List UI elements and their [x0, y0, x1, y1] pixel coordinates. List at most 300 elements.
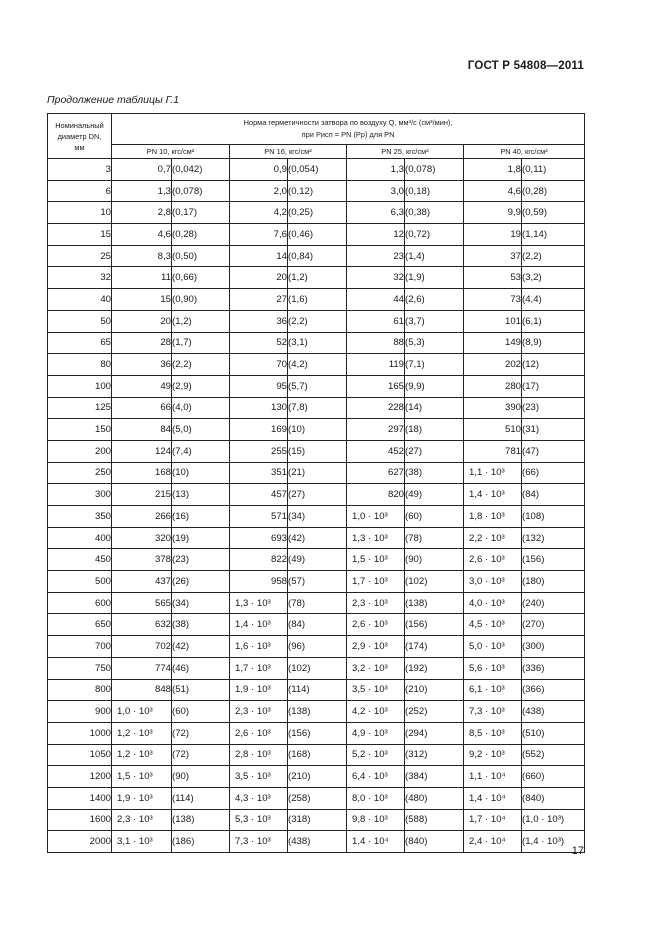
q-value-cm3min: (9,9) [405, 375, 464, 397]
q-value-mm3s: 4,6 [464, 180, 522, 202]
q-value-mm3s: 168 [112, 462, 172, 484]
table-row [48, 419, 585, 441]
table-row [48, 831, 585, 853]
q-value-cm3min: (21) [288, 462, 347, 484]
q-value-cm3min: (57) [288, 571, 347, 593]
q-value-mm3s: 2,9 · 10³ [347, 636, 405, 658]
q-value-mm3s: 3,0 · 10³ [464, 571, 522, 593]
dn-cell: 65 [48, 332, 112, 354]
q-value-mm3s: 8,3 [112, 245, 172, 267]
q-value-mm3s: 1,2 · 10³ [112, 722, 172, 744]
q-value-cm3min: (15) [288, 440, 347, 462]
q-value-mm3s: 73 [464, 289, 522, 311]
q-value-mm3s: 571 [230, 506, 288, 528]
q-value-cm3min: (60) [405, 506, 464, 528]
q-value-cm3min: (78) [405, 527, 464, 549]
q-value-mm3s: 4,0 · 10³ [464, 592, 522, 614]
q-value-cm3min: (78) [288, 592, 347, 614]
q-value-cm3min: (7,8) [288, 397, 347, 419]
table-row [48, 722, 585, 744]
q-value-mm3s: 4,6 [112, 224, 172, 246]
column-header-pn25: PN 25, кгс/см² [347, 145, 464, 159]
table-row [48, 549, 585, 571]
q-value-mm3s: 1,8 · 10³ [464, 506, 522, 528]
q-value-cm3min: (660) [522, 766, 585, 788]
q-value-mm3s: 0,7 [112, 159, 172, 181]
table-caption: Продолжение таблицы Г.1 [47, 94, 180, 106]
dn-cell: 750 [48, 657, 112, 679]
q-value-mm3s: 693 [230, 527, 288, 549]
q-value-mm3s: 2,8 [112, 202, 172, 224]
q-value-mm3s: 119 [347, 354, 405, 376]
table-row [48, 614, 585, 636]
q-value-mm3s: 1,7 · 10³ [230, 657, 288, 679]
q-value-cm3min: (114) [288, 679, 347, 701]
q-value-cm3min: (318) [288, 809, 347, 831]
q-value-cm3min: (12) [522, 354, 585, 376]
q-value-cm3min: (4,0) [172, 397, 230, 419]
q-value-mm3s: 95 [230, 375, 288, 397]
q-value-cm3min: (1,7) [172, 332, 230, 354]
q-value-cm3min: (1,2) [172, 310, 230, 332]
q-value-mm3s: 3,5 · 10³ [230, 766, 288, 788]
q-value-cm3min: (49) [405, 484, 464, 506]
q-value-cm3min: (42) [172, 636, 230, 658]
q-value-mm3s: 1,3 [347, 159, 405, 181]
q-value-mm3s: 437 [112, 571, 172, 593]
q-value-mm3s: 2,3 · 10³ [347, 592, 405, 614]
q-value-mm3s: 20 [230, 267, 288, 289]
q-value-mm3s: 2,6 · 10³ [347, 614, 405, 636]
q-value-cm3min: (294) [405, 722, 464, 744]
q-value-cm3min: (1,6) [288, 289, 347, 311]
q-value-mm3s: 6,3 [347, 202, 405, 224]
q-value-mm3s: 7,6 [230, 224, 288, 246]
dn-cell: 25 [48, 245, 112, 267]
q-value-cm3min: (0,66) [172, 267, 230, 289]
q-value-mm3s: 124 [112, 440, 172, 462]
q-value-mm3s: 11 [112, 267, 172, 289]
q-value-cm3min: (270) [522, 614, 585, 636]
q-value-cm3min: (258) [288, 787, 347, 809]
q-value-cm3min: (8,9) [522, 332, 585, 354]
q-value-cm3min: (252) [405, 701, 464, 723]
q-value-cm3min: (96) [288, 636, 347, 658]
q-value-mm3s: 2,3 · 10³ [112, 809, 172, 831]
q-value-mm3s: 2,2 · 10³ [464, 527, 522, 549]
q-value-cm3min: (60) [172, 701, 230, 723]
table-row [48, 180, 585, 202]
table-row [48, 636, 585, 658]
table-row [48, 267, 585, 289]
q-value-mm3s: 1,0 · 10³ [112, 701, 172, 723]
q-value-mm3s: 165 [347, 375, 405, 397]
q-value-cm3min: (2,6) [405, 289, 464, 311]
q-value-cm3min: (0,46) [288, 224, 347, 246]
q-value-mm3s: 169 [230, 419, 288, 441]
q-value-cm3min: (840) [405, 831, 464, 853]
q-value-cm3min: (7,1) [405, 354, 464, 376]
dn-cell: 15 [48, 224, 112, 246]
document-id: ГОСТ Р 54808—2011 [467, 60, 584, 72]
q-value-cm3min: (0,042) [172, 159, 230, 181]
q-value-cm3min: (0,054) [288, 159, 347, 181]
table-row [48, 332, 585, 354]
q-value-mm3s: 9,9 [464, 202, 522, 224]
q-value-cm3min: (1,4 · 10³) [522, 831, 585, 853]
q-value-cm3min: (3,2) [522, 267, 585, 289]
q-value-cm3min: (0,18) [405, 180, 464, 202]
q-value-mm3s: 2,0 [230, 180, 288, 202]
q-value-cm3min: (34) [172, 592, 230, 614]
q-value-cm3min: (192) [405, 657, 464, 679]
q-value-mm3s: 36 [230, 310, 288, 332]
q-value-cm3min: (0,72) [405, 224, 464, 246]
q-value-cm3min: (19) [172, 527, 230, 549]
q-value-cm3min: (384) [405, 766, 464, 788]
q-value-mm3s: 12 [347, 224, 405, 246]
leakage-norm-header-line: Норма герметичности затвора по воздуху Q, мм³/с (см³/мин), [243, 118, 453, 127]
table-row [48, 440, 585, 462]
q-value-mm3s: 820 [347, 484, 405, 506]
q-value-mm3s: 9,8 · 10³ [347, 809, 405, 831]
leakage-norm-header [112, 114, 585, 145]
q-value-mm3s: 130 [230, 397, 288, 419]
dn-cell: 300 [48, 484, 112, 506]
table-row [48, 289, 585, 311]
dn-header-line: диаметр DN, [57, 131, 102, 141]
q-value-cm3min: (438) [522, 701, 585, 723]
q-value-mm3s: 6,4 · 10³ [347, 766, 405, 788]
q-value-mm3s: 8,5 · 10³ [464, 722, 522, 744]
q-value-mm3s: 4,5 · 10³ [464, 614, 522, 636]
q-value-cm3min: (49) [288, 549, 347, 571]
q-value-cm3min: (0,28) [172, 224, 230, 246]
q-value-cm3min: (312) [405, 744, 464, 766]
q-value-mm3s: 5,3 · 10³ [230, 809, 288, 831]
q-value-cm3min: (38) [172, 614, 230, 636]
q-value-cm3min: (5,7) [288, 375, 347, 397]
q-value-mm3s: 390 [464, 397, 522, 419]
q-value-mm3s: 1,5 · 10³ [112, 766, 172, 788]
q-value-cm3min: (72) [172, 744, 230, 766]
q-value-cm3min: (840) [522, 787, 585, 809]
q-value-cm3min: (510) [522, 722, 585, 744]
table-row [48, 787, 585, 809]
q-value-cm3min: (0,078) [172, 180, 230, 202]
q-value-mm3s: 457 [230, 484, 288, 506]
table-row [48, 809, 585, 831]
q-value-mm3s: 702 [112, 636, 172, 658]
q-value-mm3s: 1,2 · 10³ [112, 744, 172, 766]
q-value-cm3min: (186) [172, 831, 230, 853]
q-value-mm3s: 627 [347, 462, 405, 484]
q-value-cm3min: (168) [288, 744, 347, 766]
q-value-mm3s: 4,9 · 10³ [347, 722, 405, 744]
q-value-mm3s: 565 [112, 592, 172, 614]
q-value-mm3s: 452 [347, 440, 405, 462]
q-value-cm3min: (26) [172, 571, 230, 593]
q-value-cm3min: (108) [522, 506, 585, 528]
q-value-mm3s: 70 [230, 354, 288, 376]
dn-cell: 125 [48, 397, 112, 419]
q-value-mm3s: 632 [112, 614, 172, 636]
dn-cell: 450 [48, 549, 112, 571]
q-value-mm3s: 2,8 · 10³ [230, 744, 288, 766]
q-value-mm3s: 0,9 [230, 159, 288, 181]
q-value-mm3s: 2,4 · 10⁴ [464, 831, 522, 853]
dn-cell: 1200 [48, 766, 112, 788]
dn-header-line: мм [74, 142, 85, 152]
q-value-cm3min: (4,2) [288, 354, 347, 376]
table-row [48, 375, 585, 397]
q-value-cm3min: (480) [405, 787, 464, 809]
dn-cell: 900 [48, 701, 112, 723]
q-value-mm3s: 1,1 · 10³ [464, 462, 522, 484]
q-value-cm3min: (0,90) [172, 289, 230, 311]
table-row [48, 657, 585, 679]
q-value-cm3min: (102) [288, 657, 347, 679]
q-value-cm3min: (0,25) [288, 202, 347, 224]
q-value-mm3s: 1,3 [112, 180, 172, 202]
table-row [48, 701, 585, 723]
table-row [48, 484, 585, 506]
q-value-mm3s: 280 [464, 375, 522, 397]
q-value-mm3s: 378 [112, 549, 172, 571]
q-value-cm3min: (2,2) [172, 354, 230, 376]
q-value-mm3s: 4,3 · 10³ [230, 787, 288, 809]
dn-cell: 150 [48, 419, 112, 441]
q-value-mm3s: 36 [112, 354, 172, 376]
q-value-cm3min: (156) [288, 722, 347, 744]
dn-cell: 250 [48, 462, 112, 484]
table-row [48, 159, 585, 181]
q-value-mm3s: 19 [464, 224, 522, 246]
table-row [48, 506, 585, 528]
table-row [48, 592, 585, 614]
q-value-mm3s: 44 [347, 289, 405, 311]
column-header-pn16: PN 16, кгс/см² [230, 145, 347, 159]
q-value-cm3min: (114) [172, 787, 230, 809]
q-value-mm3s: 27 [230, 289, 288, 311]
q-value-mm3s: 84 [112, 419, 172, 441]
q-value-cm3min: (300) [522, 636, 585, 658]
q-value-mm3s: 49 [112, 375, 172, 397]
q-value-mm3s: 1,8 [464, 159, 522, 181]
q-value-mm3s: 20 [112, 310, 172, 332]
q-value-mm3s: 2,3 · 10³ [230, 701, 288, 723]
q-value-mm3s: 2,6 · 10³ [230, 722, 288, 744]
table-row [48, 397, 585, 419]
dn-cell: 80 [48, 354, 112, 376]
column-header-pn40: PN 40, кгс/см² [464, 145, 585, 159]
table-row [48, 245, 585, 267]
q-value-mm3s: 781 [464, 440, 522, 462]
q-value-cm3min: (1,9) [405, 267, 464, 289]
q-value-cm3min: (138) [288, 701, 347, 723]
q-value-cm3min: (0,59) [522, 202, 585, 224]
q-value-mm3s: 4,2 [230, 202, 288, 224]
q-value-cm3min: (0,078) [405, 159, 464, 181]
q-value-cm3min: (3,1) [288, 332, 347, 354]
q-value-mm3s: 4,2 · 10³ [347, 701, 405, 723]
q-value-cm3min: (23) [172, 549, 230, 571]
q-value-cm3min: (72) [172, 722, 230, 744]
q-value-cm3min: (84) [522, 484, 585, 506]
q-value-cm3min: (336) [522, 657, 585, 679]
q-value-mm3s: 228 [347, 397, 405, 419]
dn-cell: 600 [48, 592, 112, 614]
q-value-mm3s: 2,6 · 10³ [464, 549, 522, 571]
q-value-cm3min: (210) [405, 679, 464, 701]
q-value-cm3min: (156) [522, 549, 585, 571]
q-value-mm3s: 88 [347, 332, 405, 354]
q-value-cm3min: (51) [172, 679, 230, 701]
q-value-cm3min: (174) [405, 636, 464, 658]
q-value-cm3min: (2,9) [172, 375, 230, 397]
table-row [48, 462, 585, 484]
q-value-cm3min: (1,4) [405, 245, 464, 267]
q-value-mm3s: 3,1 · 10³ [112, 831, 172, 853]
table-row [48, 224, 585, 246]
q-value-mm3s: 37 [464, 245, 522, 267]
q-value-cm3min: (42) [288, 527, 347, 549]
q-value-mm3s: 8,0 · 10³ [347, 787, 405, 809]
q-value-cm3min: (4,4) [522, 289, 585, 311]
q-value-cm3min: (0,84) [288, 245, 347, 267]
q-value-cm3min: (5,3) [405, 332, 464, 354]
q-value-cm3min: (38) [405, 462, 464, 484]
q-value-cm3min: (13) [172, 484, 230, 506]
q-value-mm3s: 1,1 · 10⁴ [464, 766, 522, 788]
table-row [48, 354, 585, 376]
q-value-mm3s: 1,0 · 10³ [347, 506, 405, 528]
q-value-cm3min: (2,2) [522, 245, 585, 267]
q-value-cm3min: (84) [288, 614, 347, 636]
q-value-cm3min: (438) [288, 831, 347, 853]
q-value-mm3s: 351 [230, 462, 288, 484]
q-value-cm3min: (366) [522, 679, 585, 701]
dn-cell: 1600 [48, 809, 112, 831]
q-value-cm3min: (27) [288, 484, 347, 506]
q-value-cm3min: (0,17) [172, 202, 230, 224]
q-value-mm3s: 3,0 [347, 180, 405, 202]
q-value-mm3s: 3,2 · 10³ [347, 657, 405, 679]
q-value-mm3s: 320 [112, 527, 172, 549]
q-value-cm3min: (10) [172, 462, 230, 484]
q-value-mm3s: 52 [230, 332, 288, 354]
q-value-mm3s: 1,3 · 10³ [347, 527, 405, 549]
q-value-cm3min: (156) [405, 614, 464, 636]
q-value-cm3min: (0,38) [405, 202, 464, 224]
q-value-mm3s: 822 [230, 549, 288, 571]
q-value-mm3s: 215 [112, 484, 172, 506]
q-value-cm3min: (1,2) [288, 267, 347, 289]
table-row [48, 310, 585, 332]
dn-cell: 1050 [48, 744, 112, 766]
q-value-cm3min: (66) [522, 462, 585, 484]
q-value-mm3s: 510 [464, 419, 522, 441]
q-value-cm3min: (90) [172, 766, 230, 788]
q-value-cm3min: (1,0 · 10³) [522, 809, 585, 831]
q-value-cm3min: (7,4) [172, 440, 230, 462]
q-value-cm3min: (3,7) [405, 310, 464, 332]
q-value-cm3min: (0,50) [172, 245, 230, 267]
q-value-mm3s: 5,2 · 10³ [347, 744, 405, 766]
q-value-cm3min: (47) [522, 440, 585, 462]
dn-cell: 100 [48, 375, 112, 397]
q-value-mm3s: 1,9 · 10³ [230, 679, 288, 701]
q-value-cm3min: (0,28) [522, 180, 585, 202]
q-value-cm3min: (34) [288, 506, 347, 528]
q-value-mm3s: 1,6 · 10³ [230, 636, 288, 658]
q-value-cm3min: (17) [522, 375, 585, 397]
q-value-cm3min: (23) [522, 397, 585, 419]
q-value-mm3s: 53 [464, 267, 522, 289]
dn-cell: 40 [48, 289, 112, 311]
dn-header-line: Номинальный [55, 120, 104, 130]
q-value-mm3s: 5,6 · 10³ [464, 657, 522, 679]
dn-cell: 200 [48, 440, 112, 462]
q-value-mm3s: 1,3 · 10³ [230, 592, 288, 614]
q-value-mm3s: 266 [112, 506, 172, 528]
q-value-cm3min: (6,1) [522, 310, 585, 332]
table-row [48, 202, 585, 224]
q-value-cm3min: (0,11) [522, 159, 585, 181]
q-value-mm3s: 23 [347, 245, 405, 267]
q-value-cm3min: (132) [522, 527, 585, 549]
dn-cell: 1000 [48, 722, 112, 744]
q-value-mm3s: 1,4 · 10³ [230, 614, 288, 636]
q-value-cm3min: (180) [522, 571, 585, 593]
q-value-mm3s: 9,2 · 10³ [464, 744, 522, 766]
q-value-cm3min: (14) [405, 397, 464, 419]
q-value-mm3s: 1,7 · 10³ [347, 571, 405, 593]
q-value-mm3s: 297 [347, 419, 405, 441]
q-value-mm3s: 1,4 · 10⁴ [464, 787, 522, 809]
q-value-mm3s: 15 [112, 289, 172, 311]
dn-cell: 700 [48, 636, 112, 658]
dn-cell: 500 [48, 571, 112, 593]
q-value-mm3s: 202 [464, 354, 522, 376]
q-value-cm3min: (31) [522, 419, 585, 441]
dn-cell: 400 [48, 527, 112, 549]
dn-cell: 50 [48, 310, 112, 332]
q-value-mm3s: 1,7 · 10⁴ [464, 809, 522, 831]
q-value-mm3s: 61 [347, 310, 405, 332]
q-value-cm3min: (588) [405, 809, 464, 831]
dn-cell: 2000 [48, 831, 112, 853]
q-value-cm3min: (102) [405, 571, 464, 593]
q-value-cm3min: (240) [522, 592, 585, 614]
table-row [48, 766, 585, 788]
dn-cell: 350 [48, 506, 112, 528]
table-row [48, 744, 585, 766]
q-value-mm3s: 66 [112, 397, 172, 419]
column-header-pn10: PN 10, кгс/см² [112, 145, 230, 159]
q-value-mm3s: 6,1 · 10³ [464, 679, 522, 701]
q-value-mm3s: 958 [230, 571, 288, 593]
q-value-mm3s: 1,4 · 10⁴ [347, 831, 405, 853]
q-value-mm3s: 7,3 · 10³ [230, 831, 288, 853]
dn-cell: 32 [48, 267, 112, 289]
q-value-mm3s: 848 [112, 679, 172, 701]
q-value-cm3min: (1,14) [522, 224, 585, 246]
dn-column-header [48, 114, 112, 159]
q-value-mm3s: 101 [464, 310, 522, 332]
q-value-cm3min: (0,12) [288, 180, 347, 202]
q-value-mm3s: 1,5 · 10³ [347, 549, 405, 571]
